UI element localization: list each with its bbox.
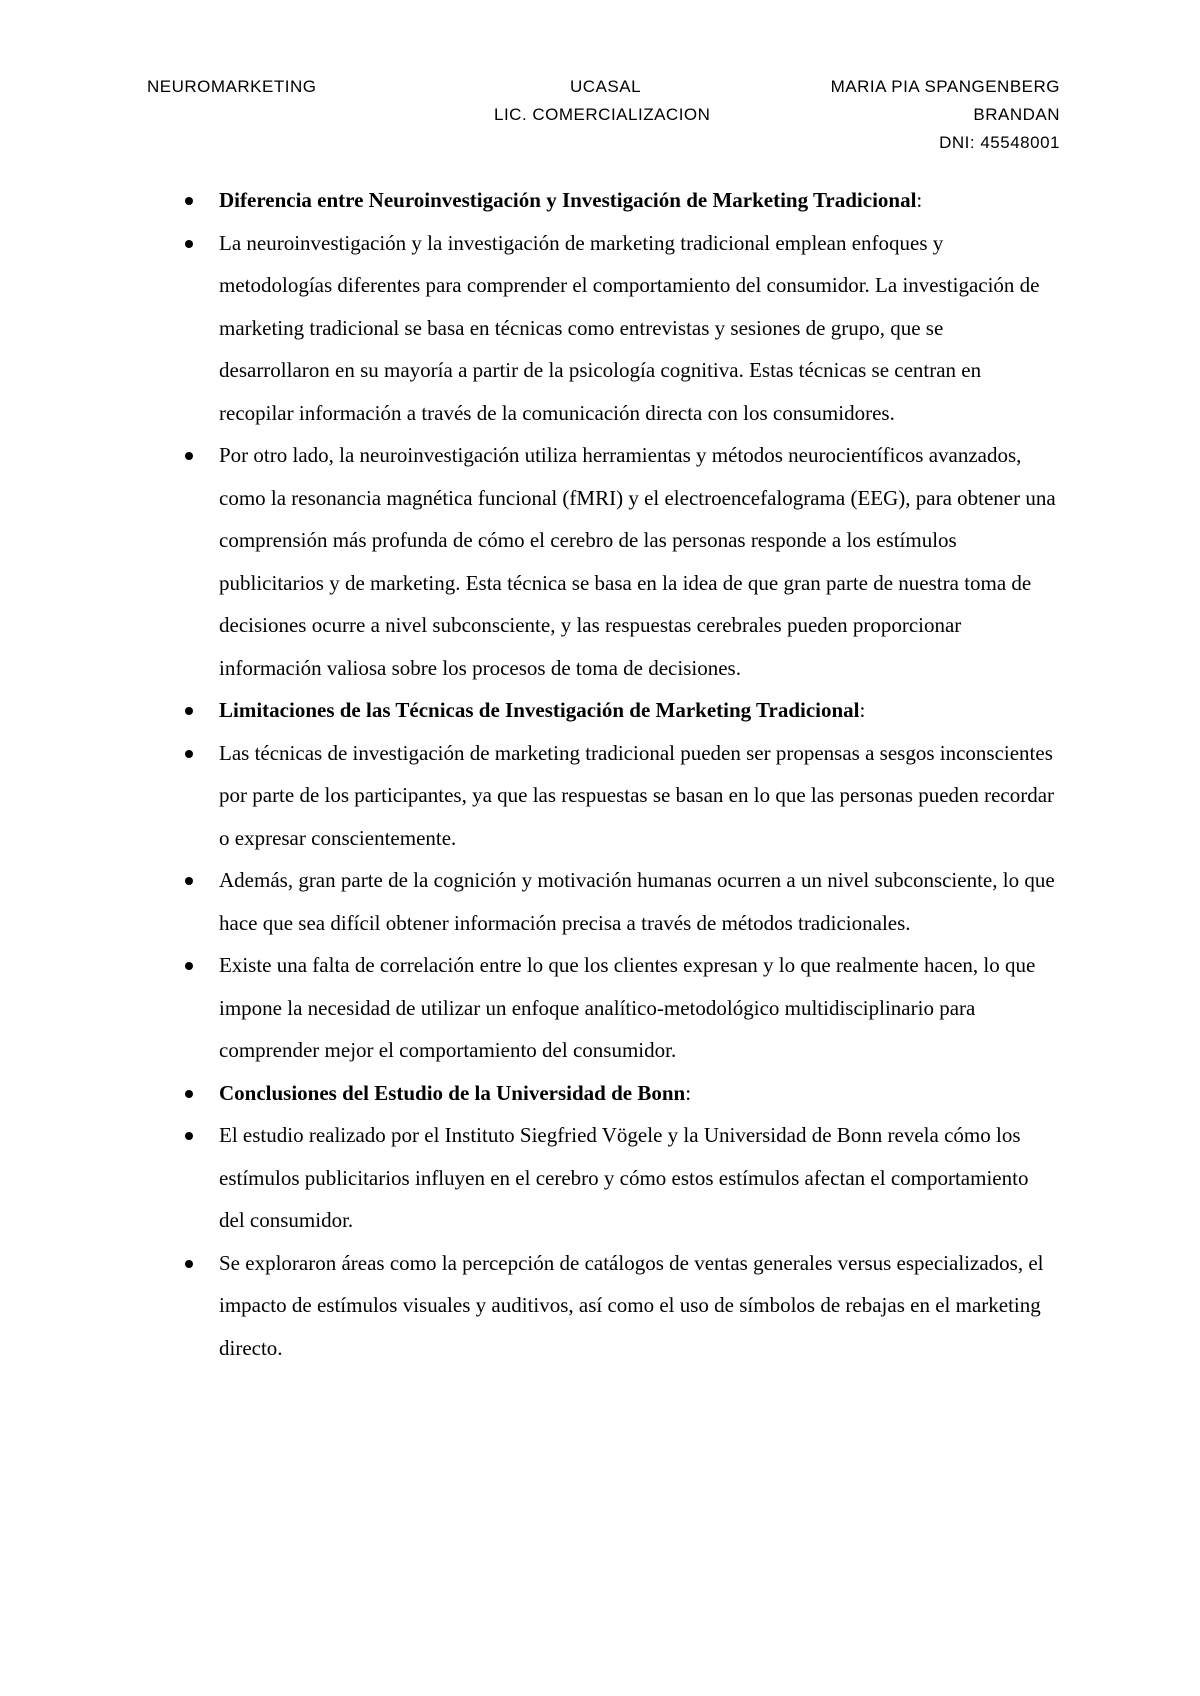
heading-colon: : bbox=[859, 698, 866, 722]
header-dni: DNI: 45548001 bbox=[939, 133, 1060, 152]
bullet-icon bbox=[185, 240, 193, 248]
list-item-heading bbox=[0, 689, 1059, 732]
bullet-icon bbox=[185, 1260, 193, 1268]
bullet-icon bbox=[185, 197, 193, 205]
bullet-icon bbox=[185, 877, 193, 885]
page-header bbox=[0, 70, 1200, 160]
list-item bbox=[0, 1242, 1059, 1370]
bullet-icon bbox=[185, 1132, 193, 1140]
paragraph-text: Además, gran parte de la cognición y motivación humanas ocurren a un nivel subconsciente, lo que hace que sea difícil obtener información precisa a través de métodos tradicionales. bbox=[219, 868, 1055, 935]
list-item-heading bbox=[0, 179, 1059, 222]
bullet-icon bbox=[185, 962, 193, 970]
heading-colon: : bbox=[685, 1080, 692, 1105]
paragraph-text: Por otro lado, la neuroinvestigación utiliza herramientas y métodos neurocientíficos avanzados, como la resonancia magnética funcional (fMRI) y el electroencefalograma (EEG), para obtener una comprensión más profunda de cómo el cerebro de las personas responde a los estímulos publicitarios y de marketing. Esta técnica se basa en la idea de que gran parte de nuestra toma de decisiones ocurre a nivel subconsciente, y las respuestas cerebrales pueden proporcionar información valiosa sobre los procesos de toma de decisiones. bbox=[219, 443, 1056, 680]
heading-colon: : bbox=[916, 188, 923, 212]
list-item bbox=[0, 859, 1059, 944]
paragraph-text: Se exploraron áreas como la percepción de catálogos de ventas generales versus especializados, el impacto de estímulos visuales y auditivos, así como el uso de símbolos de rebajas en el marketing directo. bbox=[219, 1250, 1044, 1360]
paragraph-text: El estudio realizado por el Instituto Siegfried Vögele y la Universidad de Bonn revela cómo los estímulos publicitarios influyen en el cerebro y cómo estos estímulos afectan el comportamiento del consumidor. bbox=[219, 1123, 1029, 1232]
list-item bbox=[0, 732, 1059, 860]
bullet-icon bbox=[185, 750, 193, 758]
list-item-heading bbox=[0, 1072, 1059, 1115]
header-course: NEUROMARKETING bbox=[147, 77, 317, 96]
document-body bbox=[0, 179, 1200, 1369]
bullet-icon bbox=[185, 1090, 193, 1098]
list-item bbox=[0, 1114, 1059, 1242]
paragraph-text: Las técnicas de investigación de marketing tradicional pueden ser propensas a sesgos inconscientes por parte de los participantes, ya que las respuestas se basan en lo que las personas pueden recordar o expresar conscientemente. bbox=[219, 740, 1055, 850]
section-heading: Conclusiones del Estudio de la Universidad de Bonn bbox=[219, 1080, 686, 1105]
header-university: UCASAL bbox=[570, 77, 642, 96]
section-heading: Limitaciones de las Técnicas de Investigación de Marketing Tradicional bbox=[219, 698, 860, 722]
paragraph-text: La neuroinvestigación y la investigación de marketing tradicional emplean enfoques y metodologías diferentes para comprender el comportamiento del consumidor. La investigación de marketing tradicional se basa en técnicas como entrevistas y sesiones de grupo, que se desarrollaron en su mayoría a partir de la psicología cognitiva. Estas técnicas se centran en recopilar información a través de la comunicación directa con los consumidores. bbox=[219, 230, 1040, 425]
list-item bbox=[0, 944, 1059, 1072]
bullet-icon bbox=[185, 452, 193, 460]
bullet-list bbox=[0, 179, 1200, 1369]
bullet-icon bbox=[185, 707, 193, 715]
header-author-name: MARIA PIA SPANGENBERG bbox=[830, 77, 1060, 96]
section-heading: Diferencia entre Neuroinvestigación y Investigación de Marketing Tradicional bbox=[219, 188, 917, 212]
list-item bbox=[0, 222, 1059, 435]
list-item bbox=[0, 434, 1059, 689]
header-program: LIC. COMERCIALIZACION bbox=[494, 105, 711, 124]
paragraph-text: Existe una falta de correlación entre lo que los clientes expresan y lo que realmente hacen, lo que impone la necesidad de utilizar un enfoque analítico-metodológico multidisciplinario para comprender mejor el comportamiento del consumidor. bbox=[219, 953, 1036, 1062]
header-author-surname: BRANDAN bbox=[973, 105, 1060, 124]
